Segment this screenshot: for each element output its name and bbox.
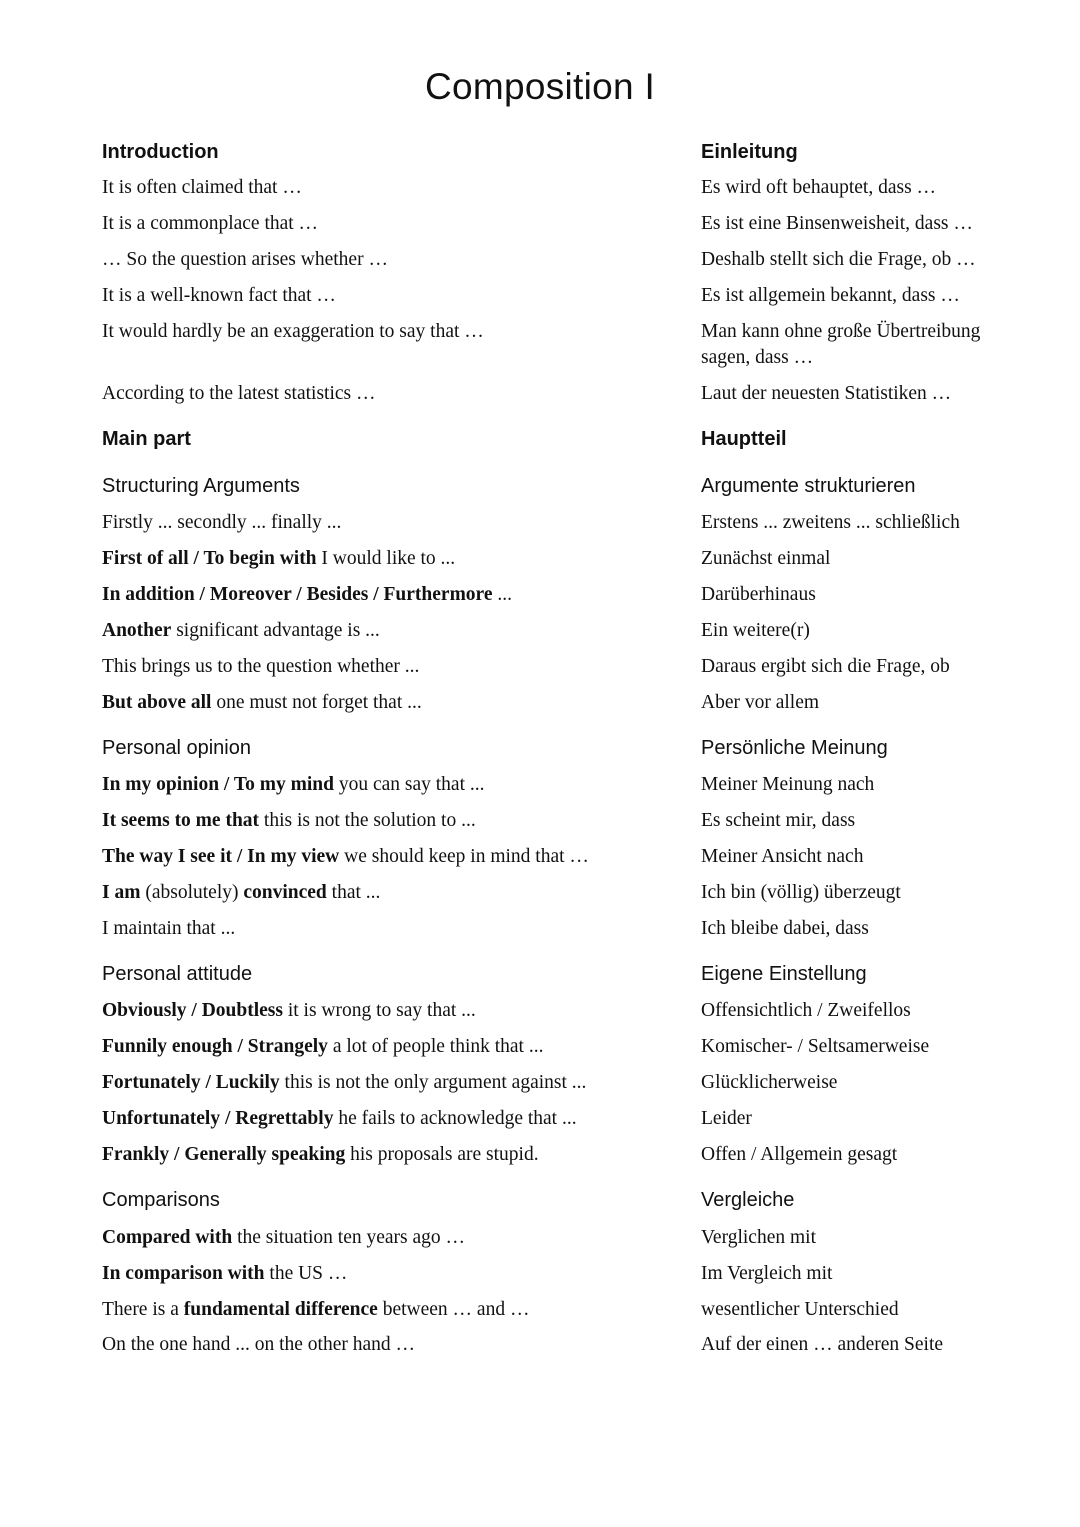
phrase-rest: it is wrong to say that ...	[282, 1000, 476, 1021]
subheading-structuring: Structuring Arguments	[102, 475, 300, 497]
phrase-de: Man kann ohne große Übertreibung sagen, dass …	[701, 321, 981, 368]
phrase-en: It is a commonplace that …	[102, 213, 319, 234]
subheading-opinion: Personal opinion	[102, 737, 251, 759]
phrase-en: The way I see it / In my view we should keep in mind that …	[102, 846, 589, 867]
phrase-bold: It seems to me that	[102, 810, 260, 831]
phrase-de: Ich bleibe dabei, dass	[701, 918, 869, 939]
phrase-en	[102, 546, 455, 572]
phrase-en: In comparison with the US …	[102, 1263, 348, 1284]
phrase-en	[102, 510, 341, 536]
phrase-rest: This brings us to the question whether ...	[102, 656, 420, 677]
phrase-de: Leider	[701, 1108, 752, 1129]
phrase-bold: But above all	[102, 692, 212, 713]
phrase-bold: In my opinion / To my mind	[102, 774, 334, 795]
section-heading-einleitung: Einleitung	[701, 141, 798, 163]
subheading-strukturieren: Argumente strukturieren	[701, 475, 916, 497]
phrase-en: According to the latest statistics …	[102, 383, 376, 404]
phrase-bold: fundamental difference	[183, 1299, 378, 1320]
phrase-de: Erstens ... zweitens ... schließlich	[701, 512, 960, 533]
phrase-de: Deshalb stellt sich die Frage, ob …	[701, 249, 976, 270]
phrase-de: Laut der neuesten Statistiken …	[701, 383, 952, 404]
phrase-en: … So the question arises whether …	[102, 249, 388, 270]
phrase-de: Meiner Meinung nach	[701, 774, 875, 795]
section-heading-main-part: Main part	[102, 428, 191, 450]
phrase-de: Auf der einen … anderen Seite	[701, 1334, 944, 1355]
phrase-de: Ein weitere(r)	[701, 620, 810, 641]
phrase-de: Es ist allgemein bekannt, dass …	[701, 285, 960, 306]
phrase-de: Verglichen mit	[701, 1227, 816, 1248]
phrase-rest: he fails to acknowledge that ...	[333, 1108, 577, 1129]
phrase-bold: First of all / To begin with	[102, 548, 317, 569]
phrase-en: It seems to me that this is not the solution to ...	[102, 810, 476, 831]
phrase-en	[102, 654, 419, 680]
subheading-comparisons: Comparisons	[102, 1189, 220, 1211]
phrase-bold: Obviously / Doubtless	[102, 1000, 283, 1021]
phrase-bold: Another	[102, 620, 172, 641]
phrase-bold: Fortunately / Luckily	[102, 1072, 280, 1093]
subheading-meinung: Persönliche Meinung	[701, 737, 888, 759]
phrase-rest: ...	[492, 584, 513, 605]
phrase-en: I am (absolutely) convinced that ...	[102, 882, 381, 903]
phrase-de: Es wird oft behauptet, dass …	[701, 177, 937, 198]
section-heading-introduction: Introduction	[102, 141, 219, 163]
subheading-einstellung: Eigene Einstellung	[701, 963, 867, 985]
phrase-bold: Frankly / Generally speaking	[102, 1144, 346, 1165]
phrase-en: Compared with the situation ten years ago …	[102, 1227, 466, 1248]
phrase-en: It is often claimed that …	[102, 177, 302, 198]
phrase-en: In my opinion / To my mind you can say that ...	[102, 774, 485, 795]
phrase-bold: In addition / Moreover / Besides / Furthermore	[102, 584, 493, 605]
phrase-rest: his proposals are stupid.	[345, 1144, 539, 1165]
phrase-de: Es ist eine Binsenweisheit, dass …	[701, 213, 973, 234]
phrase-rest: significant advantage is ...	[171, 620, 380, 641]
phrase-de: Es scheint mir, dass	[701, 810, 856, 831]
phrase-de: Ich bin (völlig) überzeugt	[701, 882, 901, 903]
phrase-rest: one must not forget that ...	[211, 692, 422, 713]
phrase-en	[102, 582, 512, 608]
phrase-bold: I am	[102, 882, 141, 903]
phrase-en: I maintain that ...	[102, 918, 236, 939]
phrase-de: Offen / Allgemein gesagt	[701, 1144, 898, 1165]
phrase-rest: Firstly ... secondly ... finally ...	[102, 512, 342, 533]
phrase-en	[102, 1070, 586, 1096]
phrase-de: Darüberhinaus	[701, 584, 816, 605]
phrase-de: Daraus ergibt sich die Frage, ob	[701, 656, 950, 677]
phrase-en	[102, 1106, 577, 1132]
phrase-de: Meiner Ansicht nach	[701, 846, 864, 867]
phrase-en	[102, 618, 380, 644]
phrase-bold: convinced	[243, 882, 327, 903]
phrase-de: Im Vergleich mit	[701, 1263, 833, 1284]
phrase-en: There is a fundamental difference between … and …	[102, 1299, 530, 1320]
phrase-en	[102, 1034, 543, 1060]
phrase-en: On the one hand ... on the other hand …	[102, 1334, 416, 1355]
phrase-de: Glücklicherweise	[701, 1072, 838, 1093]
phrase-bold: In comparison with	[102, 1263, 265, 1284]
phrase-de: Offensichtlich / Zweifellos	[701, 1000, 911, 1021]
phrase-de: Zunächst einmal	[701, 548, 831, 569]
subheading-vergleiche: Vergleiche	[701, 1189, 795, 1211]
phrase-bold: The way I see it / In my view	[102, 846, 340, 867]
phrase-de: Aber vor allem	[701, 692, 820, 713]
phrase-en: It is a well-known fact that …	[102, 285, 336, 306]
phrase-rest: a lot of people think that ...	[327, 1036, 544, 1057]
phrase-en: It would hardly be an exaggeration to say that …	[102, 321, 484, 342]
page-title: Composition I	[424, 66, 656, 107]
section-heading-hauptteil: Hauptteil	[701, 428, 787, 450]
phrase-en	[102, 690, 422, 716]
phrase-rest: this is not the only argument against ...	[279, 1072, 587, 1093]
phrase-bold: Funnily enough / Strangely	[102, 1036, 328, 1057]
subheading-attitude: Personal attitude	[102, 963, 253, 985]
phrase-bold: Unfortunately / Regrettably	[102, 1108, 334, 1129]
phrase-en	[102, 1142, 539, 1168]
phrase-bold: Compared with	[102, 1227, 233, 1248]
phrase-de: wesentlicher Unterschied	[701, 1299, 899, 1320]
phrase-en	[102, 998, 476, 1024]
phrase-rest: I would like to ...	[316, 548, 456, 569]
phrase-de: Komischer- / Seltsamerweise	[701, 1036, 930, 1057]
